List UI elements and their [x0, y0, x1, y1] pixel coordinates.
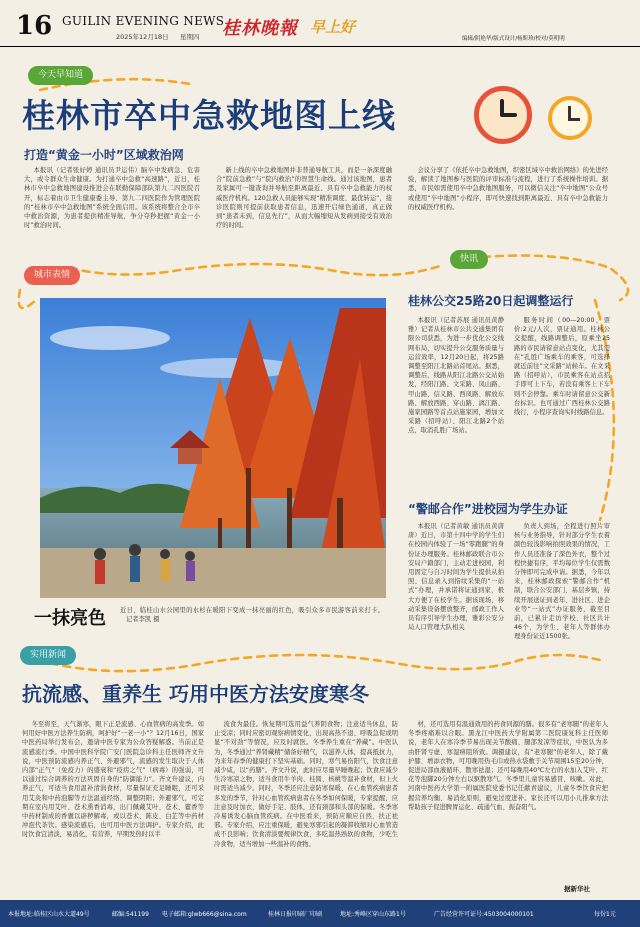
photo-caption	[120, 606, 384, 624]
lead-headline: 桂林市卒中急救地图上线	[22, 96, 396, 135]
post-headline: “警邮合作”进校园为学生办证	[408, 502, 568, 516]
lead-column-2: 新上线的卒中急救地图并非普通导航工具，而是一条深度融合“院前急救”与“院内救治”的智慧生命线。通过该地图，患者及家属可一键查询并导航至距离最近、具有卒中急救能力的权威医疗机构。120急救人员能够实现“精准调度、最优转运”，接诊医院则可提前获取患者信息，迅速开启绿色通道，真正做到“患者未到，信息先行”，从而大幅缩短从发病到接受有效治疗的时间。	[216, 167, 392, 230]
tcm-column-3: 材，还可选用有温通效用的药食同源的膳。很多有“老寒腿”的老年人冬季疼痛难以合眼。黑龙江中医药大学附属第二医院康复科主任医师说，老年人在寒冷季节易出现关节酸痛、腿部发凉等症状，中医认为多由肝肾亏虚、寒湿痹阻所致。调摄建议，有“老寒腿”的老年人，除了戴护膝、增添衣物，可用晚用热毛巾或热水袋敷于关节周围15至20分钟，促进局部血液循环，散寒祛湿；还可每晚用40℃左右的水加入艾叶、红花等泡脚20分钟左右以驱散寒气。冬季里儿童容易感冒、咳嗽。对此，河南中医药大学第一附属医院党委书记任献青建议，儿童冬季饮食应把握营养均衡、易消化原则，避免过度进补。家长还可以用小儿推拿方法帮助孩子促进脾胃运化、疏通气血、振奋阳气。	[408, 721, 608, 811]
section-tag-city: 城市表情	[24, 266, 80, 285]
photo-caption-text: 近日，临桂山水公园里的水杉在暖阳下变成一抹亮丽的红色，吸引众多市民游客前来打卡。	[120, 607, 384, 614]
footer-email: 电子邮箱:glwb666@sina.com	[162, 911, 247, 918]
section-tag-today: 今天早知道	[28, 66, 93, 85]
lead-column-1: 本报讯（记者张好婷 通讯员尹运伟）脑卒中发病急、危害大，或令群众生命健康。为打通卒中急救“高速路”，近日，桂林市卒中急救地图建设推进会在联勤保障部队第九二四医院召开，标志着由市卫生健康委主导、第九二四医院作为管理医院的“桂林市卒中急救地图”系统全面启用。该系统将整合全市卒中救治资源，为患者提供精准导航，争分夺秒把握“黄金一小时”救治时间。	[24, 167, 200, 230]
footer-printer: 桂林日报印刷厂印刷	[268, 911, 323, 918]
tcm-column-2: 流食为最佳。恢复期可选用益气养阴食物；注意适当休息，防止受凉；同时应密切观察病情变化，出现高热不退、呼吸急促或明显“不对劲”等情况，应及时就医。冬季养生重在“养藏”。中医认为，冬季通过“养肾藏精”储备好精气，以滋养人体，提高抵抗力，为来年春季的健康打下坚实基础。同时，寒气易伤阳气，饮食注意减少咸，以“药膳”。齐文升说，此时应尽量早睡晚起；饮食应减少生冷寒凉之物，适当食用牛羊肉、桂圆、核桃等温补食材，但上火时需适当减少。同时，冬季还应注意防寒保暖、在心血管疾病患者多发的季节，针对心血管疾病患者在冬季如何保暖，专家提醒，应注意及时加衣，做好手足、肢体，还有颈部和头部的保暖。冬季寒冷易诱发心脑血管疾病。在中医看来，预防应顺应自然，扶正祛邪。专家介绍，应注重保暖，避免寒邪引起的凝滞收缩对心血管造成不良影响；饮食清淡要规律饮食，多吃温热熟软的食物，少吃生冷食物，适当增加一些温补的食物。	[214, 721, 398, 848]
clock-icon	[474, 86, 532, 144]
paper-logo: 桂林晚報	[222, 18, 298, 39]
section-tag-express: 快讯	[450, 250, 488, 269]
tcm-column-1: 冬至将至，天气渐寒，眼下正是流感、心血管病的高发季。如何用好中医方法养生防病，呵护好“一老一小”？12月16日，国家中医药局举行发布会，邀请中医专家为公众答疑解惑。当前正是流感流行季。中国中医科学院广安门医院急诊科主任医师齐文升说，中医预防流感内养正气、外避邪气，流感的发生取决于人体内部“正气”（免疫力）的盛衰和“疫疠之气”（病毒）的强弱，可以通过综合调养的方法巩固自身的“防御能力”。齐文升建议，内养正气，可适当食用温补清润食材，尽量保证充足睡眠，还可采用艾灸和中药泡脚等方法温通经络、调整阴阳；外避邪气，可定期在室内用艾叶、苍术熏香消毒，出门佩戴艾叶、苍术、藿香等中药材制成的香囊以辟秽解毒，或以苍术、陈皮、白芷等中药材冲泡代茶饮。感染流感后，也可用中医方法调护。专家介绍，此时饮食宜清淡，易消化，有营养，早期发热时以半	[22, 721, 204, 839]
tcm-source: 据新华社	[564, 885, 590, 893]
tcm-headline: 抗流感、重养生 巧用中医方法安度寒冬	[22, 682, 369, 706]
footer-price: 每份1元	[594, 911, 616, 918]
post-column-1: 本报讯（记者黄敏 通讯员黄唐唐）近日，市第十四中学的学生们在校园内体验了一场“零跑腿”的身份证办理服务。桂林邮政联合市公安局户籍部门，主动走进校园，利用固定与自习时间为学生提供从拍照、信息录入到指纹采集的“一站式”办理，并承诺将证通到家，极大方便了在校学生。据该现场，移动采集设备摆放整齐，邮政工作人员有序引导学生办理，雅彩公安分局人口管理大队相关	[408, 523, 504, 632]
footer-bar	[0, 900, 640, 927]
bus-column-2: 服务时间（00—20:00，票价:2元/人次，票证通用。桂林公交提醒，线路调整后，原乘坐25路的市民请留意站点变化，尤其需在“孔胜广场乘车的乘客，可选择就近前往”文采路“站候车。在文采路（招呼站），市民乘客在站点招手即可上下车，若没有乘客上下车则不会停靠。乘车时请留意公交新台标识。也可通过广西桂林公交路线行，小程序查询实时线路信息。	[514, 317, 610, 417]
bus-column-1: 本报讯（记者苏展 通讯员黄静雅）记者从桂林市公共交通集团有限公司获悉，为进一步优化公交线网布局，切实提升公交服务质量与运营效率，12月20日起，将25路调整至阳江北路站首尾站。据悉，调整后，线路从阳江北路公交站始发，经阳江路、文采路、凤山路、甲山路、信义路、西凤路、解放东路、解放西路、穿山路、漓江路、施家园路等首点站施家园，增加文采路（招呼站）、阳江北路2个站点，取消孔胜广场站。	[408, 317, 504, 435]
post-column-2: 负责人到场，全程进行照片审核与业务指导，针对部分学生衣着颜色较浅影响拍照效果的情况，工作人员还准备了深色外衣，整个过程快捷有序，平均每位学生仅需数分钟即可完成申请。据悉，今年以来，桂林邮政探索“警邮合作”机制，联合公安部门、基层乡镇，持续开展送证到老年、进社区、进企业等“一站式”办证服务，截至目前，已累计走访学校、社区共计46个，为学生、老年人等群体办理身份证近1500张。	[514, 523, 610, 641]
footer-address: 本报地址:临桂区山水大道49号	[8, 911, 90, 918]
editors-credit: 编辑/阴艳华/版式设计/杨斯珍/校对/莫明明	[462, 36, 565, 42]
issue-date: 2025年12月18日	[116, 33, 169, 41]
lead-column-3: 会议分享了《依托卒中急救地图，织密区域卒中救治网络》的先进经验，解读了地图参与医院的评审标准与流程，进行了系统操作培训。据悉，市民如需使用卒中急救地图服务，可以微信关注“卒中地图”公众号或使用“卒中地图”小程序，即可快速找到距离最近、具有卒中急救能力的权威医疗机构。	[408, 167, 608, 211]
alarm-clock-icon	[548, 96, 592, 140]
footer-printer-address: 地址:秀峰区穿山东路1号	[340, 911, 406, 918]
lead-subheadline: 打造“黄金一小时”区域救治网	[24, 148, 184, 162]
paper-name: GUILIN EVENING NEWS	[62, 14, 225, 28]
footer-postcode: 邮编:541199	[112, 911, 149, 918]
section-tag-practical: 实用新闻	[20, 646, 76, 665]
section-logo: 早上好	[310, 18, 356, 36]
photo-red-trees	[40, 298, 386, 598]
photo-credit: 记者李凯 摄	[126, 616, 160, 624]
photo-title: 一抹亮色	[34, 608, 106, 629]
footer-license: 广告经营许可证号:4503004000101	[434, 911, 534, 918]
page-number: 16	[16, 11, 53, 41]
issue-weekday: 星期四	[180, 33, 200, 41]
bus-headline: 桂林公交25路20日起调整运行	[408, 294, 574, 308]
